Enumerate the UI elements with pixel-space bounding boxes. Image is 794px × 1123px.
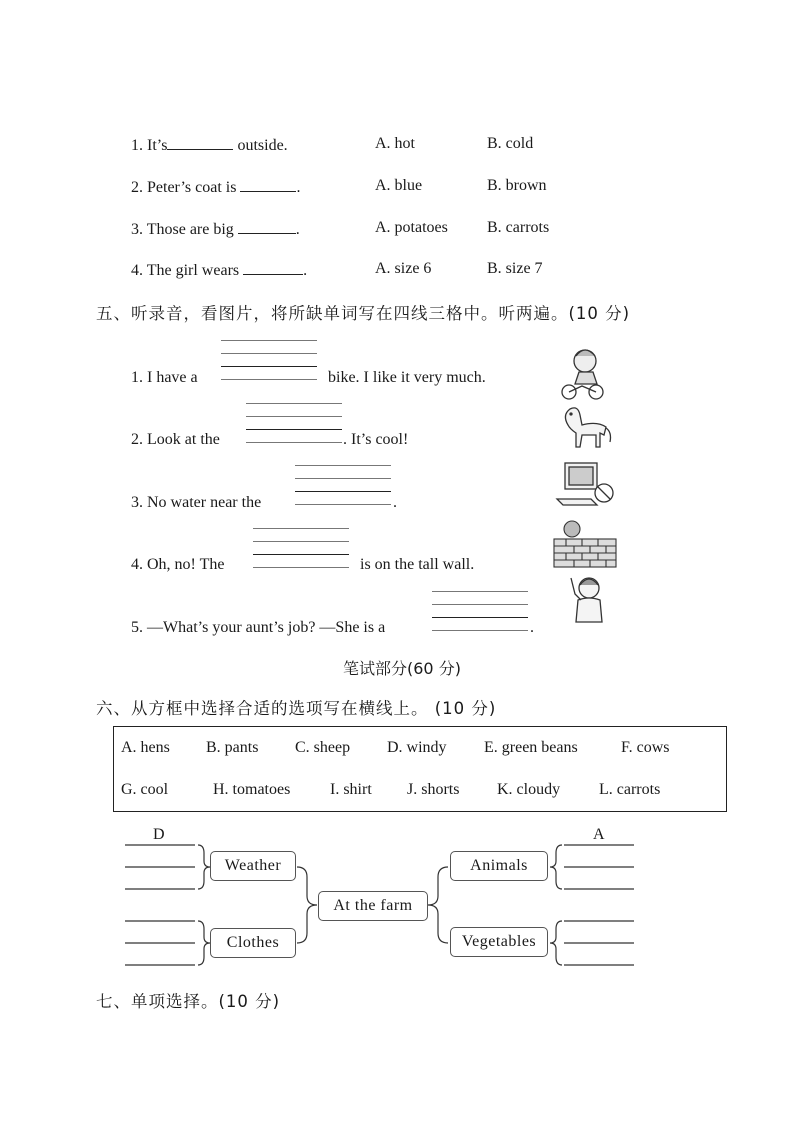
- listen-item-2-post: . It’s cool!: [343, 431, 409, 448]
- listen-item-5-pre: 5. —What’s your aunt’s job? —She is a: [131, 619, 386, 636]
- option-item: K. cloudy: [497, 781, 561, 798]
- question-2: [131, 177, 300, 197]
- girl-on-bike-picture: [562, 350, 603, 399]
- listen-item-4-pre: 4. Oh, no! The: [131, 556, 225, 573]
- four-line-grid[interactable]: [253, 528, 349, 568]
- node-animals: Animals: [450, 851, 548, 881]
- option-b[interactable]: B. cold: [487, 135, 534, 152]
- listen-item-2-pre: 2. Look at the: [131, 431, 220, 448]
- four-line-grid[interactable]: [432, 591, 528, 631]
- option-b[interactable]: B. brown: [487, 177, 547, 194]
- option-item: G. cool: [121, 781, 169, 798]
- question-text: .: [295, 221, 300, 238]
- answer-blank[interactable]: [240, 177, 296, 192]
- option-item: L. carrots: [599, 781, 661, 798]
- question-1: [131, 135, 288, 155]
- horse-picture: [565, 408, 610, 447]
- node-vegetables: Vegetables: [450, 927, 548, 957]
- listen-item-3-pre: 3. No water near the: [131, 494, 262, 511]
- option-item: C. sheep: [295, 739, 351, 756]
- four-line-grid[interactable]: [295, 465, 391, 505]
- nurse-picture: [571, 578, 602, 622]
- question-4: [131, 260, 307, 280]
- option-a[interactable]: A. potatoes: [375, 219, 448, 236]
- question-text: 1. It’s: [131, 137, 168, 154]
- section-7-title: 七、单项选择。(10 分): [96, 992, 281, 1011]
- option-item: J. shorts: [407, 781, 460, 798]
- listen-item-5-post: .: [530, 619, 534, 636]
- option-item: H. tomatoes: [213, 781, 291, 798]
- listen-item-1-post: bike. I like it very much.: [328, 369, 486, 386]
- question-3: [131, 219, 300, 239]
- option-a[interactable]: A. blue: [375, 177, 423, 194]
- question-text: outside.: [233, 137, 288, 154]
- answer-blank[interactable]: [243, 260, 303, 275]
- listen-item-4-post: is on the tall wall.: [360, 556, 475, 573]
- node-at-the-farm: At the farm: [318, 891, 428, 921]
- question-text: 2. Peter’s coat is: [131, 179, 241, 196]
- option-b[interactable]: B. carrots: [487, 219, 550, 236]
- example-answer-right: A: [593, 826, 605, 843]
- answer-blank[interactable]: [167, 135, 233, 150]
- listen-item-3-post: .: [393, 494, 397, 511]
- question-text: .: [296, 179, 301, 196]
- options-box: [113, 726, 727, 812]
- option-a[interactable]: A. size 6: [375, 260, 432, 277]
- node-clothes: Clothes: [210, 928, 296, 958]
- option-item: F. cows: [621, 739, 670, 756]
- four-line-grid[interactable]: [246, 403, 342, 443]
- option-b[interactable]: B. size 7: [487, 260, 543, 277]
- option-item: B. pants: [206, 739, 259, 756]
- example-answer-left: D: [153, 826, 165, 843]
- option-item: E. green beans: [484, 739, 578, 756]
- option-item: I. shirt: [330, 781, 372, 798]
- question-text: 3. Those are big: [131, 221, 238, 238]
- option-a[interactable]: A. hot: [375, 135, 415, 152]
- option-item: D. windy: [387, 739, 447, 756]
- option-item: A. hens: [121, 739, 170, 756]
- listen-item-1-pre: 1. I have a: [131, 369, 198, 386]
- written-part-header: 笔试部分(60 分): [343, 659, 461, 678]
- computer-no-water-picture: [557, 463, 613, 505]
- section-6-title: 六、从方框中选择合适的选项写在横线上。 (10 分): [96, 699, 497, 718]
- answer-blank[interactable]: [238, 219, 296, 234]
- question-text: .: [303, 262, 308, 279]
- question-text: 4. The girl wears: [131, 262, 244, 279]
- four-line-grid[interactable]: [221, 340, 317, 380]
- node-weather: Weather: [210, 851, 296, 881]
- section-5-title: 五、听录音，看图片，将所缺单词写在四线三格中。听两遍。(10 分): [96, 304, 631, 323]
- ball-on-wall-picture: [554, 521, 616, 567]
